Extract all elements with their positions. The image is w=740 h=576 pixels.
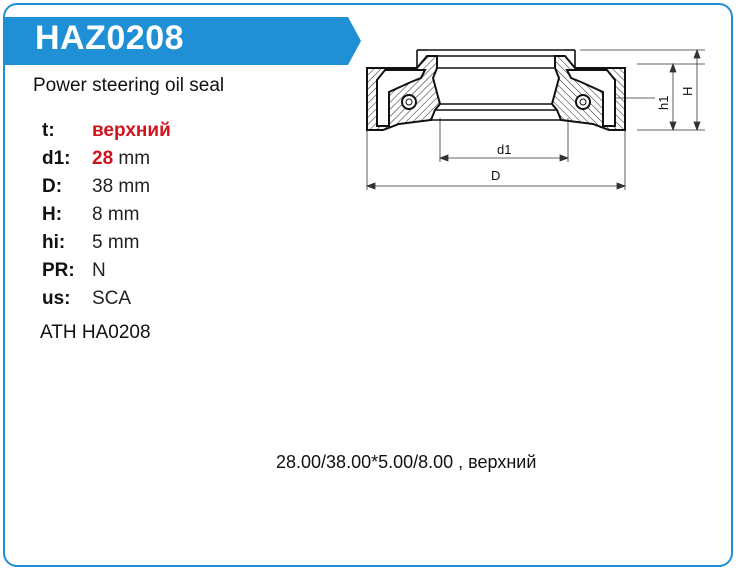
spec-label: H:	[42, 204, 63, 225]
spec-value: N	[92, 260, 106, 281]
cross-reference: ATH HA0208	[40, 322, 151, 343]
product-description: Power steering oil seal	[33, 75, 225, 96]
spec-value: 5 mm	[92, 232, 140, 253]
spec-value: SCA	[92, 288, 132, 309]
product-code: HAZ0208	[35, 19, 185, 57]
dimension-summary: 28.00/38.00*5.00/8.00 , верхний	[276, 452, 537, 472]
spec-row-D	[42, 173, 171, 201]
spec-row-hi	[42, 229, 171, 257]
h1-dimension-label: h1	[656, 95, 671, 110]
spec-value: 8 mm	[92, 204, 140, 225]
spec-label: PR:	[42, 260, 75, 281]
spec-list	[42, 117, 171, 313]
spec-value: 38 mm	[92, 176, 151, 197]
spec-label: us:	[42, 288, 71, 309]
spec-label: d1:	[42, 148, 71, 169]
d1-dimension-label: d1	[497, 142, 512, 157]
spec-label: t:	[42, 120, 55, 141]
spec-value: верхний	[92, 120, 171, 141]
H-dimension-label: H	[680, 86, 695, 96]
spec-row-d1	[42, 145, 171, 173]
spec-label: D:	[42, 176, 63, 197]
seal-left-section	[367, 56, 440, 130]
seal-cross-section-drawing	[355, 38, 715, 198]
D-dimension-label: D	[491, 168, 501, 183]
title-banner	[5, 17, 361, 65]
seal-right-section	[552, 56, 625, 130]
spec-value-number: 28	[92, 148, 114, 169]
spec-row-us	[42, 285, 171, 313]
spec-row-PR	[42, 257, 171, 285]
spec-row-H	[42, 201, 171, 229]
spec-value-unit: mm	[113, 148, 151, 169]
spec-row-type	[42, 117, 171, 145]
spec-label: hi:	[42, 232, 66, 253]
